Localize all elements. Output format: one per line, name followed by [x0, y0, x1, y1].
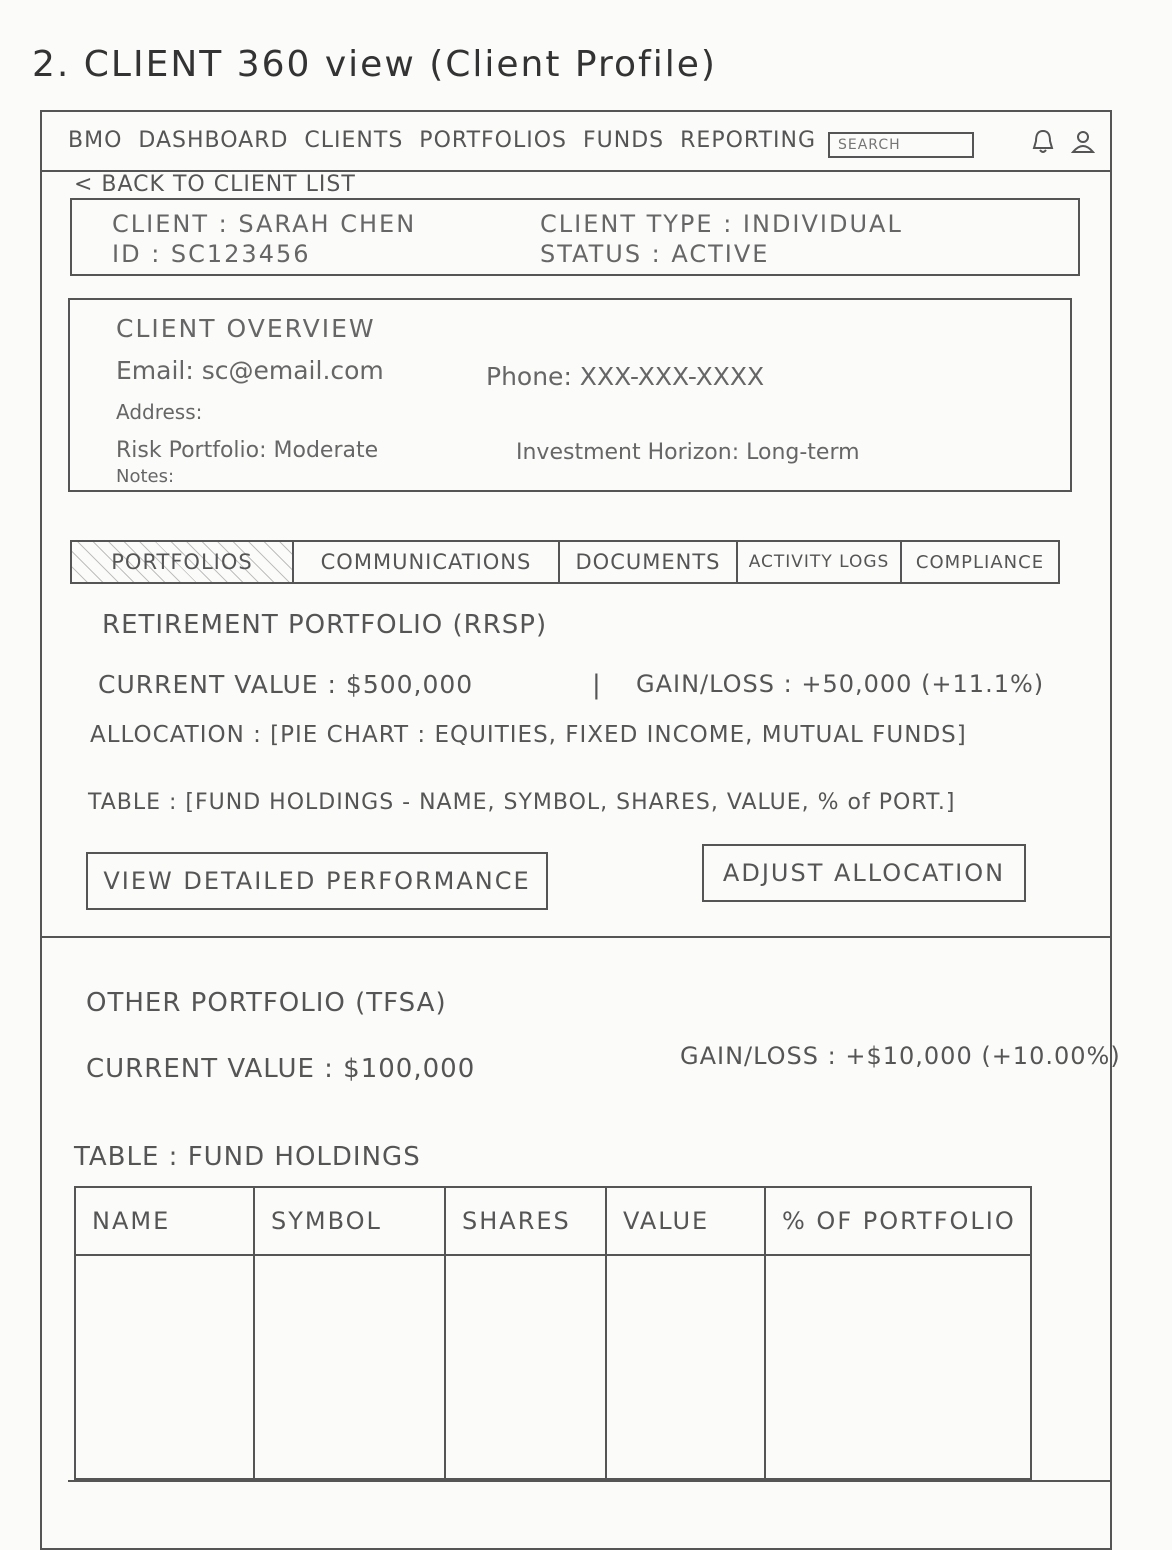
tab-communications[interactable]: COMMUNICATIONS [294, 542, 560, 582]
nav-clients[interactable]: CLIENTS [304, 128, 404, 153]
allocation-pie-chart-placeholder: ALLOCATION : [PIE CHART : EQUITIES, FIXED INCOME, MUTUAL FUNDS] [90, 722, 967, 748]
overview-horizon: Investment Horizon: Long-term [516, 440, 860, 465]
client-id: ID : SC123456 [112, 240, 311, 268]
client-name: CLIENT : SARAH CHEN [112, 210, 417, 238]
client-type: CLIENT TYPE : INDIVIDUAL [540, 210, 903, 238]
user-icon[interactable] [1070, 128, 1096, 156]
overview-notes: Notes: [116, 466, 175, 487]
overview-address: Address: [116, 400, 203, 424]
table-cell [254, 1255, 445, 1479]
nav-reporting[interactable]: REPORTING [680, 128, 817, 153]
view-detailed-performance-button[interactable]: VIEW DETAILED PERFORMANCE [86, 852, 548, 910]
table-row [75, 1255, 1031, 1479]
profile-tabs [70, 540, 1060, 584]
tab-documents[interactable]: DOCUMENTS [560, 542, 738, 582]
bell-icon[interactable] [1030, 128, 1056, 156]
page-title: 2. CLIENT 360 view (Client Profile) [32, 44, 717, 85]
nav-portfolios[interactable]: PORTFOLIOS [419, 128, 568, 153]
tab-compliance[interactable]: COMPLIANCE [915, 551, 1045, 573]
section-divider [40, 936, 1112, 938]
overview-risk: Risk Portfolio: Moderate [116, 438, 379, 463]
retirement-current-value: CURRENT VALUE : $500,000 [98, 670, 474, 699]
overview-phone: Phone: XXX-XXX-XXXX [486, 362, 765, 391]
fund-holdings-table-title: TABLE : FUND HOLDINGS [74, 1142, 421, 1172]
retirement-portfolio-title: RETIREMENT PORTFOLIO (RRSP) [102, 610, 548, 640]
client-overview [68, 298, 1072, 492]
client-status: STATUS : ACTIVE [540, 240, 770, 268]
tab-portfolios[interactable]: PORTFOLIOS [72, 542, 294, 582]
top-navbar [40, 110, 1112, 172]
other-portfolio-title: OTHER PORTFOLIO (TFSA) [86, 988, 447, 1018]
overview-email: Email: sc@email.com [116, 356, 384, 385]
column-header-value[interactable]: VALUE [606, 1187, 765, 1255]
adjust-allocation-button[interactable]: ADJUST ALLOCATION [702, 844, 1026, 902]
table-cell [765, 1255, 1031, 1479]
column-header-symbol[interactable]: SYMBOL [254, 1187, 445, 1255]
tab-activity-logs[interactable]: ACTIVITY LOGS [738, 542, 902, 582]
search-input[interactable] [828, 132, 974, 158]
retirement-gain-loss: GAIN/LOSS : +50,000 (+11.1%) [636, 670, 1045, 698]
overview-heading: CLIENT OVERVIEW [116, 314, 376, 343]
column-header-name[interactable]: NAME [75, 1187, 254, 1255]
table-cell [445, 1255, 606, 1479]
nav-funds[interactable]: FUNDS [583, 128, 665, 153]
nav-logo[interactable]: BMO [68, 128, 123, 153]
fund-holdings-table-placeholder: TABLE : [FUND HOLDINGS - NAME, SYMBOL, SHARES, VALUE, % of PORT.] [88, 790, 956, 815]
column-header-shares[interactable]: SHARES [445, 1187, 606, 1255]
fund-holdings-table [74, 1186, 1032, 1480]
table-cell [75, 1255, 254, 1479]
back-to-client-list-link[interactable]: < BACK TO CLIENT LIST [74, 172, 356, 197]
column-header-percent-of-portfolio[interactable]: % OF PORTFOLIO [765, 1187, 1031, 1255]
client-header [70, 198, 1080, 276]
other-current-value: CURRENT VALUE : $100,000 [86, 1054, 476, 1084]
nav-dashboard[interactable]: DASHBOARD [138, 128, 289, 153]
table-cell [606, 1255, 765, 1479]
other-gain-loss: GAIN/LOSS : +$10,000 (+10.00%) [680, 1042, 1121, 1070]
value-separator: | [592, 670, 602, 700]
nav-items [68, 128, 816, 153]
bottom-rule [68, 1480, 1112, 1482]
